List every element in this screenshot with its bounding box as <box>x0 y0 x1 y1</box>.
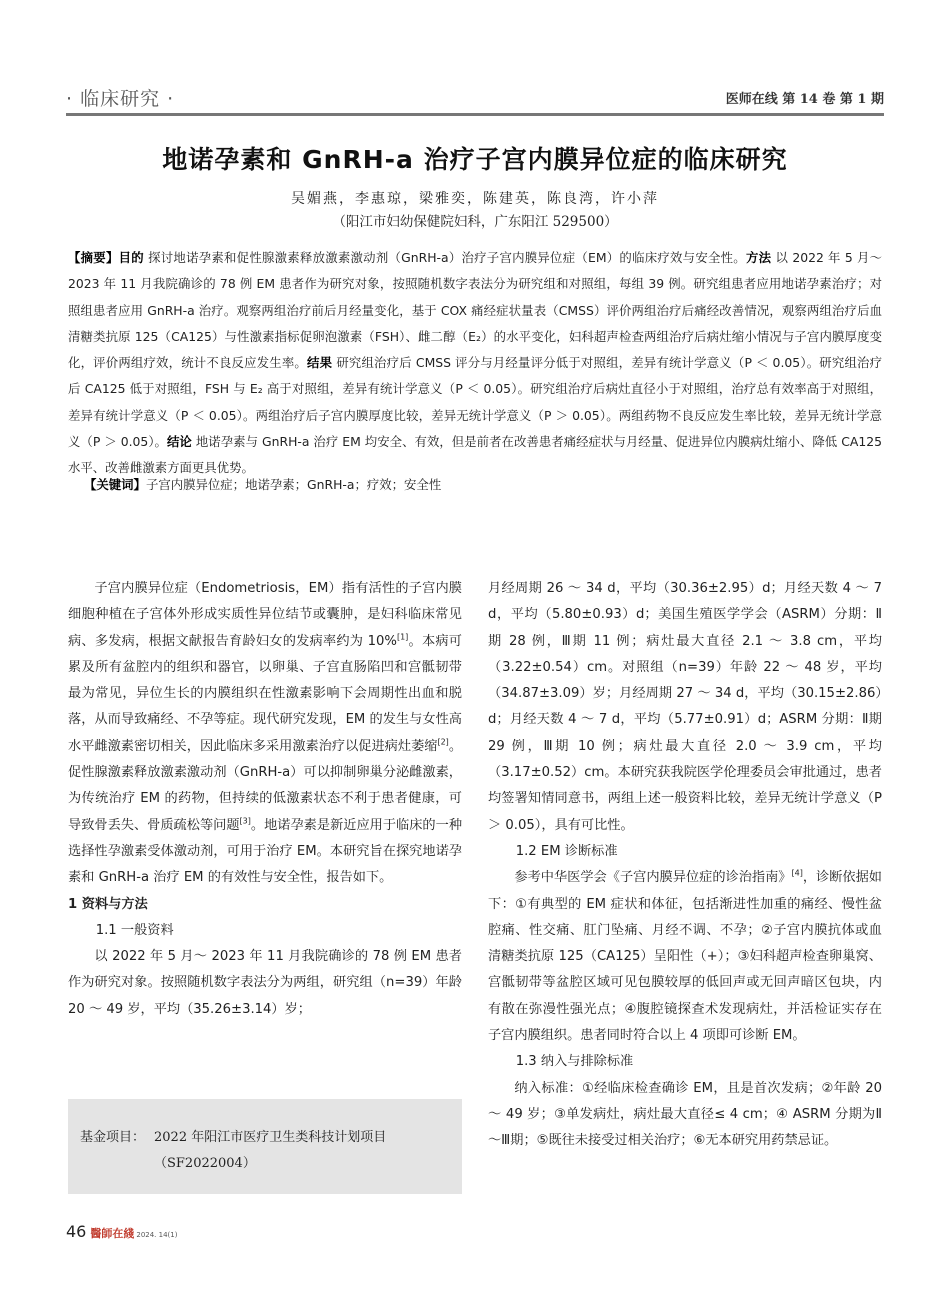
diagnosis-paragraph <box>488 865 882 1049</box>
conclusion-label: 结论 <box>167 434 192 450</box>
abstract-label: 【摘要】 <box>68 250 119 265</box>
results-text: 研究组治疗后 CMSS 评分与月经量评分低于对照组，差异有统计学意义（P ＜ 0.05）。研究组治疗后 CA125 低于对照组，FSH 与 E₂ 高于对照组，差异有统计学意义（P ＜ 0.05）。研究组治疗后病灶直径小于对照组，治疗总有效率高于对照组，差异有统计学意义（P ＜ 0.05）。两组治疗后子宫内膜厚度比较，差异无统计学意义（P ＞ 0.05）。两组药物不良反应发生率比较，差异无统计学意义（P ＞ 0.05）。 <box>68 355 883 450</box>
citation-ref[interactable]: [1] <box>396 632 409 642</box>
conclusion-text: 地诺孕素与 GnRH-a 治疗 EM 均安全、有效，但是前者在改善患者痛经症状与月经量、促进异位内膜病灶缩小、降低 CA125 水平、改善雌激素方面更具优势。 <box>68 434 883 476</box>
diagnosis-text-b: ，诊断依据如下：①有典型的 EM 症状和体征，包括渐进性加重的痛经、慢性盆腔痛、性交痛、肛门坠痛、月经不调、不孕；②子宫内膜抗体或血清糖类抗原 125（CA125）呈阳性（+）；③妇科超声检查卵巢窝、宫骶韧带等盆腔区域可见包膜较厚的低回声或无回声暗区包块，内有散在弥漫性强光点；④腹腔镜探查术发现病灶，并活检证实存在子宫内膜组织。患者同时符合以上 4 项即可诊断 EM。 <box>488 870 882 1044</box>
intro-text-b: 。本病可累及所有盆腔内的组织和器官，以卵巢、子宫直肠陷凹和宫骶韧带最为常见，异位生长的内膜组织在性激素影响下会周期性出血和脱落，从而导致痛经、不孕等症。现代研究发现，EM 的发生与女性高水平雌激素密切相关，因此临床多采用激素治疗以促进病灶萎缩 <box>68 633 462 754</box>
section-heading: 1 资料与方法 <box>68 896 148 912</box>
article-title: 地诺孕素和 GnRH-a 治疗子宫内膜异位症的临床研究 <box>162 145 788 174</box>
affiliation: （阳江市妇幼保健院妇科，广东阳江 529500） <box>332 214 618 230</box>
header-divider <box>66 113 884 116</box>
footer-issue: 2024. 14(1) <box>136 1231 178 1239</box>
intro-text-c: 。促性腺激素释放激素激动剂（GnRH-a）可以抑制卵巢分泌雌激素，为传统治疗 EM 的药物，但持续的低激素状态不利于患者健康，可导致骨丢失、骨质疏松等问题 <box>68 738 463 833</box>
subsection-heading: 1.2 EM 诊断标准 <box>515 843 618 859</box>
inclusion-paragraph: 纳入标准：①经临床检查确诊 EM，且是首次发病；②年龄 20 ～ 49 岁；③单发病灶，病灶最大直径≤ 4 cm；④ ASRM 分期为Ⅱ～Ⅲ期；⑤既往未接受过相关治疗；⑥无本研究用药禁忌证。 <box>488 1080 882 1149</box>
subsection-heading: 1.1 一般资料 <box>95 922 174 938</box>
body-column-left <box>68 576 462 1023</box>
intro-paragraph <box>68 576 462 892</box>
citation-ref[interactable]: [3] <box>239 816 251 826</box>
section-label: · 临床研究 · <box>66 88 175 110</box>
page-footer <box>66 1222 177 1241</box>
abstract <box>68 245 882 482</box>
funding-label: 基金项目： <box>80 1130 146 1145</box>
funding-box <box>68 1099 462 1194</box>
diagnosis-text-a: 参考中华医学会《子宫内膜异位症的诊治指南》 <box>514 870 792 886</box>
funding-text: 2022 年阳江市医疗卫生类科技计划项目（SF2022004） <box>154 1130 387 1171</box>
objective-label: 目的 <box>118 250 144 265</box>
general-info-continued: 月经周期 26 ～ 34 d，平均（30.36±2.95）d；月经天数 4 ～ 7 d，平均（5.80±0.93）d；美国生殖医学学会（ASRM）分期：Ⅱ期 28 例，Ⅲ期 11 例；病灶最大直径 2.1 ～ 3.8 cm，平均（3.22±0.54）cm。对照组（n=39）年龄 22 ～ 48 岁，平均（34.87±3.09）岁；月经周期 27 ～ 34 d，平均（30.15±2.86）d；月经天数 4 ～ 7 d，平均（5.77±0.91）d；ASRM 分期：Ⅱ期 29 例，Ⅲ期 10 例；病灶最大直径 2.0 ～ 3.9 cm，平均（3.17±0.52）cm。本研究获我院医学伦理委员会审批通过，患者均签署知情同意书，两组上述一般资料比较，差异无统计学意义（P ＞ 0.05），具有可比性。 <box>488 581 882 833</box>
general-info-paragraph: 以 2022 年 5 月～ 2023 年 11 月我院确诊的 78 例 EM 患者作为研究对象。按照随机数字表法分为两组，研究组（n=39）年龄 20 ～ 49 岁，平均（35.26±3.14）岁； <box>68 949 462 1017</box>
subsection-heading: 1.3 纳入与排除标准 <box>515 1054 634 1070</box>
intro-text-a: 子宫内膜异位症（Endometriosis，EM）指有活性的子宫内膜细胞种植在子宫体外形成实质性异位结节或囊肿，是妇科临床常见病、多发病，根据文献报告育龄妇女的发病率约为 10% <box>68 581 462 649</box>
body-column-right <box>488 576 882 1155</box>
citation-ref[interactable]: [4] <box>791 868 803 878</box>
intro-text-d: 。地诺孕素是新近应用于临床的一种选择性孕激素受体激动剂，可用于治疗 EM。本研究旨在探究地诺孕素和 GnRH-a 治疗 EM 的有效性与安全性，报告如下。 <box>68 817 463 886</box>
journal-logo: 醫師在綫 <box>90 1227 135 1240</box>
keywords-label: 【关键词】 <box>84 477 146 492</box>
results-label: 结果 <box>307 355 333 371</box>
keywords <box>84 472 441 498</box>
methods-label: 方法 <box>745 250 772 265</box>
citation-ref[interactable]: [2] <box>437 737 449 747</box>
objective-text: 探讨地诺孕素和促性腺激素释放激素激动剂（GnRH-a）治疗子宫内膜异位症（EM）的临床疗效与安全性。 <box>143 250 746 265</box>
page-number: 46 <box>66 1222 87 1241</box>
author-list: 吴媚燕，李惠琼，梁雅奕，陈建英，陈良湾，许小萍 <box>291 191 659 207</box>
methods-text: 以 2022 年 5 月～ 2023 年 11 月我院确诊的 78 例 EM 患者作为研究对象，按照随机数字表法分为研究组和对照组，每组 39 例。研究组患者应用地诺孕素治疗；对照组患者应用 GnRH-a 治疗。观察两组治疗前后月经量变化，基于 COX 痛经症状量表（CMSS）评价两组治疗后痛经改善情况，观察两组治疗后血清糖类抗原 125（CA125）与性激素指标促卵泡激素（FSH）、雌二醇（E₂）的水平变化，妇科超声检查两组治疗后病灶缩小情况与子宫内膜厚度变化，评价两组疗效，统计不良反应发生率。 <box>68 250 883 371</box>
journal-issue: 医师在线 第 14 卷 第 1 期 <box>725 92 884 107</box>
keywords-text: 子宫内膜异位症；地诺孕素；GnRH-a；疗效；安全性 <box>145 477 442 492</box>
